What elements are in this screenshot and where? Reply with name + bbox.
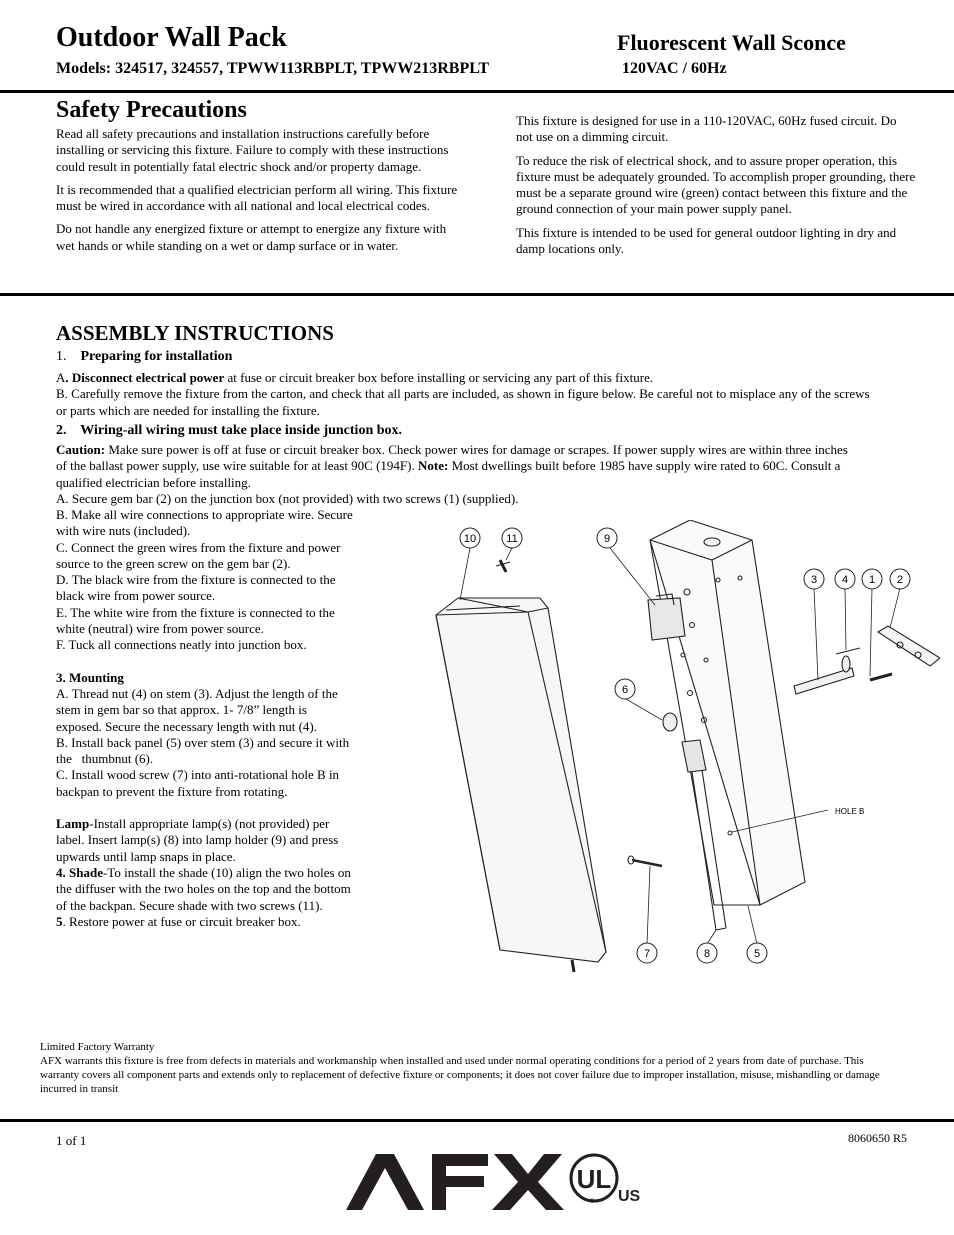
instructions-column	[56, 507, 356, 930]
callout-text: 2	[896, 574, 904, 586]
header-divider	[0, 90, 954, 93]
document-subtitle: Fluorescent Wall Sconce	[617, 30, 846, 55]
exploded-parts-diagram	[400, 520, 940, 980]
gem-bar-part	[878, 626, 940, 666]
callout-6	[615, 679, 635, 699]
step-2-a: A. Secure gem bar (2) on the junction box (not provided) with two screws (1) (supplied).	[56, 490, 519, 506]
shade-label: 4. Shade	[56, 864, 103, 880]
afx-ul-logo	[346, 1148, 666, 1214]
safety-paragraph: It is recommended that a qualified electrician perform all wiring. This fixture must be wired in accordance with all national and local electrical codes.	[56, 181, 458, 214]
warranty-block	[40, 1040, 880, 1096]
callout-2	[890, 569, 910, 589]
lamp-holder-part	[648, 594, 685, 640]
shade-text: -To install the shade (10) align the two holes on the diffuser with the two holes on the top and the bottom of the backpan. Secure shade with two screws (11).	[56, 864, 351, 913]
callout-text: 4	[841, 574, 849, 586]
ul-listed-mark	[571, 1155, 641, 1205]
step-3-heading: 3. Mounting	[56, 669, 124, 685]
warranty-text: AFX warrants this fixture is free from defects in materials and workmanship when installed and used under normal operating conditions for a period of 2 years from date of purchase. This warranty covers all component parts and extends only to replacement of defective fixture or components; it does not cover failure due to improper installation, misuse, mishandling or damage incurred in transit	[40, 1055, 880, 1095]
hole-b-label: HOLE B	[835, 807, 865, 816]
callout-text: 5	[753, 948, 761, 960]
step-2-e: E. The white wire from the fixture is connected to the white (neutral) wire from power source.	[56, 604, 335, 637]
callout-text: 9	[603, 533, 611, 545]
lamp-step	[56, 816, 356, 865]
callout-text: 6	[621, 684, 629, 696]
safety-left-column	[56, 126, 466, 261]
step-2-body	[56, 442, 856, 507]
note-body: Most dwellings built before 1985 have supply wire rated to 60C. Consult a qualified electrician before installing.	[56, 458, 841, 490]
registered-mark: ®	[590, 1199, 595, 1205]
safety-paragraph: To reduce the risk of electrical shock, and to assure proper operation, this fixture must be adequately grounded. To accomplish proper grounding, there must be a separate ground wire (green) contact between this fixture and the ground connection of your main power supply panel.	[516, 152, 916, 217]
callout-7	[637, 943, 657, 963]
page-number: 1 of 1	[56, 1133, 87, 1148]
safety-heading: Safety Precautions	[56, 97, 247, 123]
caution-label: Caution:	[56, 442, 106, 457]
safety-paragraph: This fixture is designed for use in a 110-120VAC, 60Hz fused circuit. Do not use on a dimming circuit.	[516, 113, 897, 145]
thumbnut-part	[663, 713, 677, 731]
shade-screw-bottom	[572, 960, 574, 972]
assembly-heading: ASSEMBLY INSTRUCTIONS	[56, 321, 334, 345]
step-1-a	[56, 370, 876, 386]
footer-divider	[0, 1119, 954, 1122]
step-1-heading	[56, 349, 232, 365]
wood-screw-part	[628, 856, 662, 866]
callout-11	[502, 528, 522, 548]
callout-text: 8	[703, 948, 711, 960]
step-1-body	[56, 370, 876, 419]
lamp-label: Lamp	[56, 816, 90, 832]
callout-8	[697, 943, 717, 963]
callout-10	[460, 528, 480, 548]
shade-step	[56, 865, 356, 914]
step-2-d: D. The black wire from the fixture is connected to the black wire from power source.	[56, 572, 336, 604]
caution-text	[56, 442, 856, 491]
callout-3	[804, 569, 824, 589]
lamp-text: -Install appropriate lamp(s) (not provided) per label. Insert lamp(s) (8) into lamp holder (9) and press upwards until lamp snaps in place.	[56, 816, 339, 864]
safety-right-column	[516, 113, 916, 264]
step-3-b: B. Install back panel (5) over stem (3) and secure it with the thumbnut (6).	[56, 734, 353, 767]
callout-5	[747, 943, 767, 963]
nut-part	[836, 648, 860, 672]
step-1-number: 1.	[56, 349, 67, 364]
callout-text: 7	[643, 948, 651, 960]
step-3-c: C. Install wood screw (7) into anti-rotational hole B in backpan to prevent the fixture from rotating.	[56, 767, 340, 799]
step-1-title: Preparing for installation	[80, 349, 233, 364]
callout-9	[597, 528, 617, 548]
step-2-b: B. Make all wire connections to appropriate wire. Secure with wire nuts (included).	[56, 507, 353, 539]
step-1-a-text: at fuse or circuit breaker box before installing or servicing any part of this fixture.	[224, 370, 654, 385]
ul-text: UL	[576, 1164, 612, 1194]
safety-divider	[0, 293, 954, 296]
warranty-title: Limited Factory Warranty	[40, 1041, 155, 1053]
document-title: Outdoor Wall Pack	[56, 22, 287, 53]
callout-text: 3	[810, 574, 818, 586]
callout-text: 10	[463, 533, 477, 545]
model-numbers: Models: 324517, 324557, TPWW113RBPLT, TPWW213RBPLT	[56, 60, 490, 77]
step-1-a-prefix: A	[56, 370, 66, 385]
step-5	[56, 914, 356, 930]
callout-4	[835, 569, 855, 589]
safety-paragraph: This fixture is intended to be used for general outdoor lighting in dry and damp locations only.	[516, 224, 897, 257]
afx-logo-text: AFX	[454, 1188, 456, 1189]
step-2-heading: 2. Wiring-all wiring must take place inside junction box.	[56, 423, 403, 438]
callout-text: 1	[868, 574, 876, 586]
junction-screw-part	[870, 674, 892, 680]
document-number: 8060650 R5	[848, 1131, 908, 1145]
voltage-rating: 120VAC / 60Hz	[622, 60, 727, 77]
step-2-f: F. Tuck all connections neatly into junction box.	[56, 637, 307, 653]
callout-text: 11	[506, 533, 518, 545]
backpan-part	[650, 520, 805, 905]
shade-screw-top	[496, 560, 510, 572]
shade-part	[436, 598, 606, 962]
safety-paragraph: Read all safety precautions and installation instructions carefully before installing or servicing this fixture. Failure to comply with these instructions could result in potentially fatal electric shock and/or property damage.	[56, 126, 449, 174]
note-label: Note:	[418, 458, 449, 474]
safety-paragraph: Do not handle any energized fixture or attempt to energize any fixture with wet hands or while standing on a wet or damp surface or in water.	[56, 221, 447, 253]
step-3-a: A. Thread nut (4) on stem (3). Adjust the length of the stem in gem bar so that approx. 1- 7/8” length is exposed. Secure the necessary length with nut (4).	[56, 685, 338, 734]
step-3-title	[56, 670, 356, 686]
caution-body: Make sure power is off at fuse or circuit breaker box. Check power wires for damage or scrapes. If power supply wires are within three inches of the ballast power supply, use wire suitable for at least 90C (194F).	[56, 442, 848, 474]
step-5-text: . Restore power at fuse or circuit breaker box.	[62, 913, 301, 929]
step-5-label: 5	[56, 913, 63, 929]
step-2-c: C. Connect the green wires from the fixture and power source to the green screw on the gem bar (2).	[56, 539, 341, 571]
step-1-b: B. Carefully remove the fixture from the carton, and check that all parts are included, as shown in figure below. Be careful not to misplace any of the screws or parts which are needed for installing the fixture.	[56, 386, 870, 418]
step-1-a-bold: . Disconnect electrical power	[65, 370, 225, 385]
callout-1	[862, 569, 882, 589]
ul-us-text: US	[618, 1188, 641, 1205]
afx-logo	[346, 1154, 564, 1210]
